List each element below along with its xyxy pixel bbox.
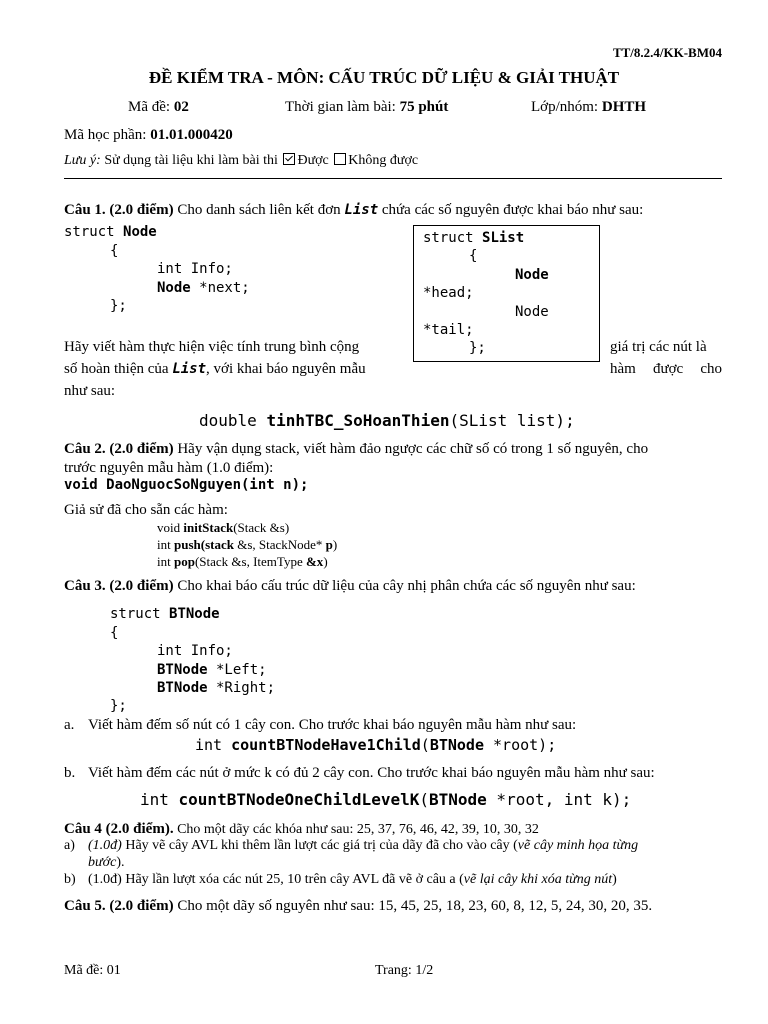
q2-f3-type: int bbox=[157, 554, 174, 569]
q3-struct-line1 bbox=[110, 606, 220, 622]
q2-text-1: Hãy vận dụng stack, viết hàm đảo ngược các chữ số có trong 1 số nguyên, cho bbox=[173, 441, 649, 457]
q4a-points: (1.0đ) bbox=[88, 838, 122, 853]
q1-node-line1 bbox=[64, 224, 157, 240]
option-allowed: Được bbox=[297, 153, 329, 168]
q4b-mark: b) bbox=[64, 872, 76, 887]
q1-proto-return: double bbox=[199, 411, 267, 430]
q2-f1-name: initStack bbox=[183, 520, 234, 535]
q3a-mark: a. bbox=[64, 717, 75, 733]
slist-line1 bbox=[423, 230, 524, 246]
course-label: Mã học phần: bbox=[64, 127, 151, 143]
q3b-text: Viết hàm đếm các nút ở mức k có đủ 2 cây con. Cho trước khai báo nguyên mẫu hàm như sau: bbox=[88, 765, 655, 781]
q1-proto-params: (SList list); bbox=[449, 411, 575, 430]
unchecked-checkbox-icon bbox=[334, 153, 346, 165]
exam-duration bbox=[285, 99, 448, 116]
q1-intro-text: Cho danh sách liên kết đơn bbox=[173, 202, 345, 218]
q5-label: Câu 5. (2.0 điểm) bbox=[64, 898, 174, 914]
q3-struct-line5 bbox=[157, 680, 275, 696]
q4a-end: ). bbox=[116, 855, 125, 870]
q4-intro bbox=[64, 821, 539, 838]
q4a-note-2: bước bbox=[88, 855, 117, 870]
course-value: 01.01.000420 bbox=[150, 127, 233, 143]
q1-node-line2: { bbox=[110, 243, 119, 259]
exam-title: ĐỀ KIỂM TRA - MÔN: CẤU TRÚC DỮ LIỆU & GIẢI THUẬT bbox=[148, 68, 620, 87]
q1-label: Câu 1. (2.0 điểm) bbox=[64, 202, 174, 218]
q1-body-left-2 bbox=[64, 361, 366, 378]
q3a-proto-rest: *root); bbox=[484, 736, 557, 754]
q2-f1-params: (Stack &s) bbox=[233, 520, 290, 535]
field-right: *Right; bbox=[207, 680, 276, 696]
duration-value: 75 phút bbox=[399, 99, 449, 115]
q4b-line bbox=[88, 872, 617, 888]
field-next: *next; bbox=[190, 280, 250, 296]
q2-f3-param-x: &x bbox=[305, 554, 324, 569]
q2-f2-close: ) bbox=[332, 537, 338, 552]
q4b-note: vẽ lại cây khi xóa từng nút bbox=[463, 872, 613, 887]
footer-page-number: Trang: 1/2 bbox=[375, 963, 434, 978]
field-left: *Left; bbox=[207, 662, 267, 678]
q2-f2-type: int bbox=[157, 537, 174, 552]
q3b-mark: b. bbox=[64, 765, 76, 781]
q3a-text: Viết hàm đếm số nút có 1 cây con. Cho trước khai báo nguyên mẫu hàm như sau: bbox=[88, 717, 577, 733]
class-value: DHTH bbox=[601, 99, 647, 115]
q1-body-right-2: hàm được cho bbox=[610, 361, 722, 377]
note-text: Sử dụng tài liệu khi làm bài thi bbox=[100, 153, 282, 168]
q1-body-3: như sau: bbox=[64, 383, 116, 399]
q2-f2-params: &s, StackNode* bbox=[233, 537, 326, 552]
q3-struct-line2: { bbox=[110, 625, 119, 641]
type-btnode-right: BTNode bbox=[157, 680, 208, 696]
q2-f2-param-p: p bbox=[325, 537, 333, 552]
q2-intro bbox=[64, 441, 648, 458]
q3-label: Câu 3. (2.0 điểm) bbox=[64, 578, 174, 594]
q3b-proto-paramtype: BTNode bbox=[429, 790, 487, 809]
q3b-prototype bbox=[140, 790, 631, 809]
q4-label: Câu 4 (2.0 điểm). bbox=[64, 821, 174, 837]
q3a-proto-type: int bbox=[195, 736, 232, 754]
q2-func-initstack bbox=[157, 520, 289, 536]
q2-f3-close: ) bbox=[323, 554, 328, 569]
q3a-prototype bbox=[195, 736, 556, 754]
q4b-points: (1.0đ bbox=[88, 872, 118, 887]
slist-line5: Node bbox=[515, 304, 549, 320]
q3a-proto-name: countBTNodeHave1Child bbox=[231, 736, 421, 754]
kw-struct: struct bbox=[64, 224, 124, 240]
q1-node-line5: }; bbox=[110, 298, 127, 314]
checked-checkbox-icon bbox=[283, 153, 295, 165]
q4a-text: Hãy vẽ cây AVL khi thêm lần lượt các giá trị của dãy đã cho vào cây ( bbox=[121, 838, 518, 853]
q4a-line1 bbox=[88, 838, 638, 854]
type-node-ref: Node bbox=[157, 280, 191, 296]
type-slist: SList bbox=[482, 230, 525, 246]
q3b-proto-name: countBTNodeOneChildLevelK bbox=[178, 790, 420, 809]
q3-struct-line6: }; bbox=[110, 698, 127, 714]
slist-line6: *tail; bbox=[423, 322, 474, 338]
q3-intro-text: Cho khai báo cấu trúc dữ liệu của cây nhị phân chứa các số nguyên như sau: bbox=[173, 578, 636, 594]
header-divider bbox=[64, 178, 722, 179]
q4b-end: ) bbox=[612, 872, 617, 887]
q3a-proto-open: ( bbox=[420, 736, 430, 754]
type-btnode-left: BTNode bbox=[157, 662, 208, 678]
q1-body-right-1: giá trị các nút là bbox=[610, 339, 707, 355]
q1-list-keyword: List bbox=[344, 202, 379, 218]
exam-code bbox=[128, 99, 189, 116]
q1-proto-name: tinhTBC_SoHoanThien bbox=[266, 411, 450, 430]
slist-line7: }; bbox=[469, 340, 486, 356]
q1-list-keyword-2: List bbox=[172, 361, 207, 377]
footer-exam-code: Mã đề: 01 bbox=[64, 963, 121, 978]
q3-struct-line4 bbox=[157, 662, 267, 678]
class-group bbox=[531, 99, 646, 116]
exam-code-label: Mã đề: bbox=[128, 99, 174, 115]
q2-f2-name: push(stack bbox=[173, 537, 234, 552]
q2-text-2: trước nguyên mẫu hàm (1.0 điểm): bbox=[64, 460, 274, 476]
kw-struct-slist: struct bbox=[423, 230, 483, 246]
type-node: Node bbox=[123, 224, 157, 240]
q1-node-line4 bbox=[157, 280, 250, 296]
q3b-proto-open: ( bbox=[419, 790, 429, 809]
q2-given: Giả sử đã cho sẵn các hàm: bbox=[64, 502, 228, 518]
q5-intro-text: Cho một dãy số nguyên như sau: 15, 45, 25, 18, 23, 60, 8, 12, 5, 24, 30, 20, 35. bbox=[173, 898, 653, 914]
course-code bbox=[64, 127, 233, 144]
q2-func-push bbox=[157, 537, 337, 553]
q3b-proto-type: int bbox=[140, 790, 179, 809]
q2-label: Câu 2. (2.0 điểm) bbox=[64, 441, 174, 457]
q2-f3-params: (Stack &s, ItemType bbox=[194, 554, 306, 569]
document-code: TT/8.2.4/KK-BM04 bbox=[612, 45, 722, 60]
q1-node-line3: int Info; bbox=[157, 261, 233, 277]
q1-intro bbox=[64, 202, 643, 219]
q1-intro-text-2: chứa các số nguyên được khai báo như sau: bbox=[378, 202, 644, 218]
q3b-proto-rest: *root, int k); bbox=[486, 790, 632, 809]
q1-body-left-2a: số hoàn thiện của bbox=[64, 361, 173, 377]
q3-struct-line3: int Info; bbox=[157, 643, 233, 659]
q4a-mark: a) bbox=[64, 838, 75, 853]
slist-code-box bbox=[413, 225, 600, 362]
q3a-proto-paramtype: BTNode bbox=[429, 736, 484, 754]
slist-line3: Node bbox=[515, 267, 549, 283]
note-line bbox=[64, 153, 418, 169]
q2-prototype: void DaoNguocSoNguyen(int n); bbox=[64, 477, 309, 493]
class-label: Lớp/nhóm: bbox=[531, 99, 602, 115]
duration-label: Thời gian làm bài: bbox=[285, 99, 400, 115]
q3-intro bbox=[64, 578, 636, 595]
q2-f3-name: pop bbox=[173, 554, 195, 569]
slist-line4: *head; bbox=[423, 285, 474, 301]
slist-line2: { bbox=[469, 248, 478, 264]
q2-f1-type: void bbox=[157, 520, 184, 535]
q4-intro-text: Cho một dãy các khóa như sau: 25, 37, 76, 46, 42, 39, 10, 30, 32 bbox=[173, 822, 539, 837]
type-btnode: BTNode bbox=[169, 606, 220, 622]
q1-body-left-1: Hãy viết hàm thực hiện việc tính trung bình cộng bbox=[64, 339, 360, 355]
exam-code-value: 02 bbox=[173, 99, 189, 115]
q1-body-left-2c: , với khai báo nguyên mẫu bbox=[206, 361, 366, 377]
q2-func-pop bbox=[157, 554, 328, 570]
option-not-allowed: Không được bbox=[348, 153, 419, 168]
q4a-line2 bbox=[88, 855, 125, 871]
q4a-note-1: vẽ cây minh họa từng bbox=[517, 838, 639, 853]
q4b-text: ) Hãy lần lượt xóa các nút 25, 10 trên cây AVL đã vẽ ở câu a ( bbox=[117, 872, 464, 887]
kw-struct-bt: struct bbox=[110, 606, 170, 622]
q5-intro bbox=[64, 898, 652, 915]
q1-prototype bbox=[199, 411, 575, 430]
note-label: Lưu ý: bbox=[64, 153, 101, 168]
